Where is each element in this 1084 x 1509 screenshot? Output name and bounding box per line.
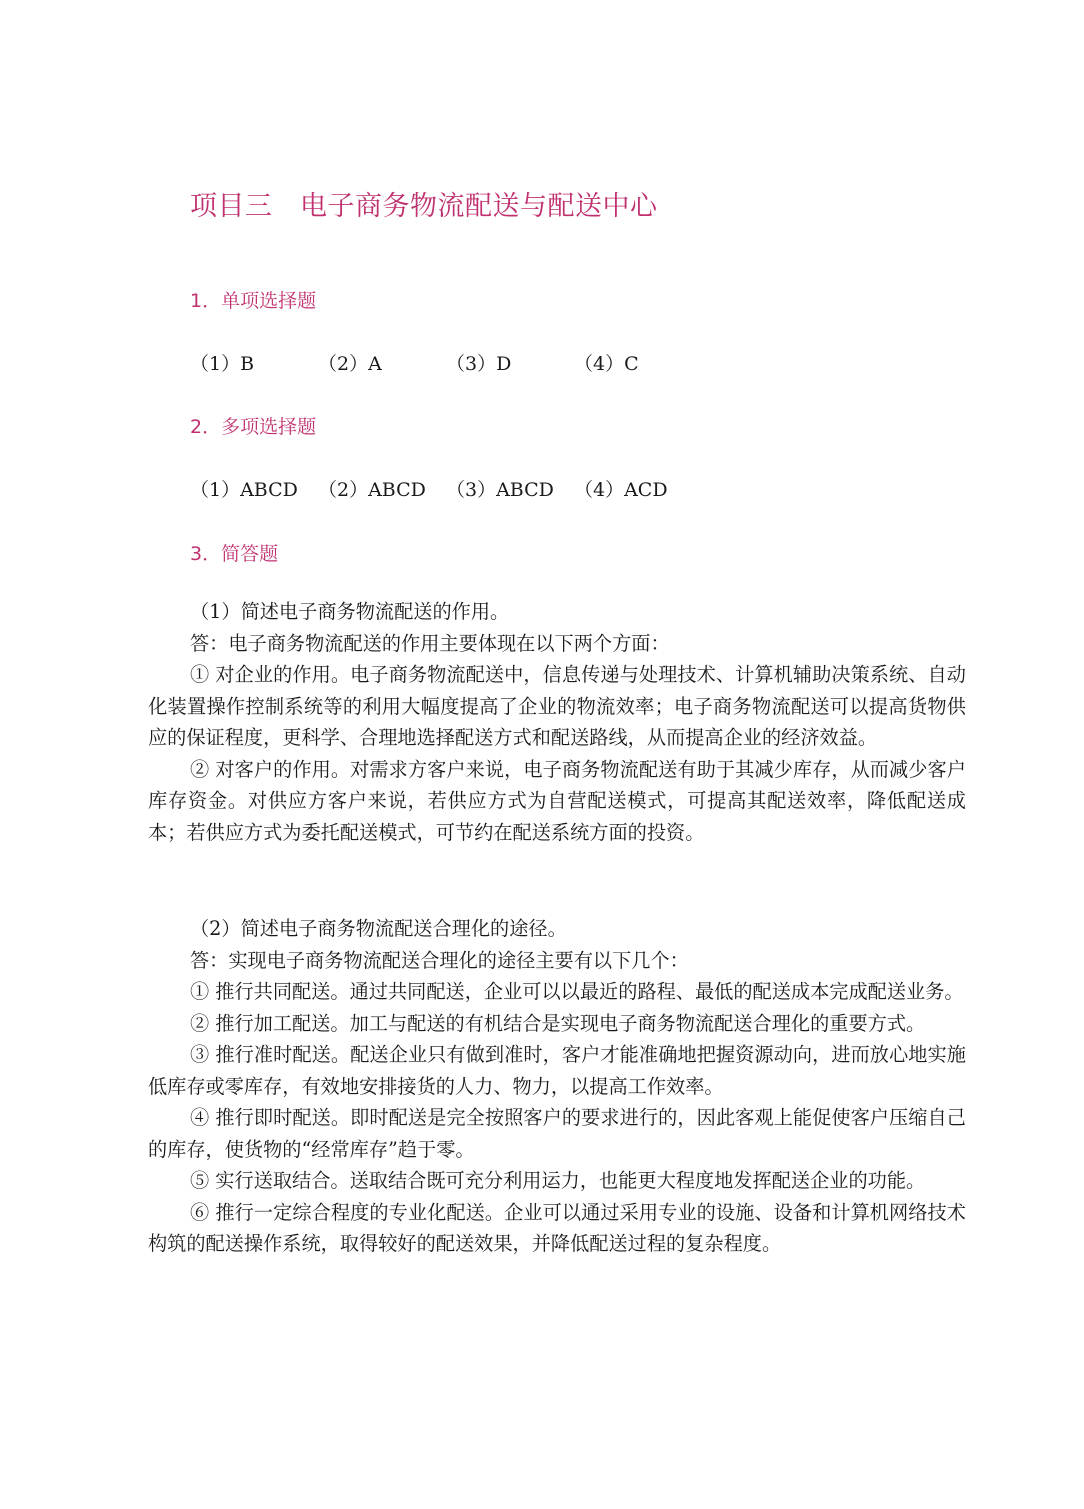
answer-2-point: ② 推行加工配送。加工与配送的有机结合是实现电子商务物流配送合理化的重要方式。: [190, 1011, 926, 1035]
answer-1-intro: 答：电子商务物流配送的作用主要体现在以下两个方面：: [190, 631, 670, 655]
answer-2-point: ① 推行共同配送。通过共同配送，企业可以以最近的路程、最低的配送成本完成配送业务。: [190, 980, 964, 1003]
heading-multiple-choice: 2．多项选择题: [190, 416, 317, 438]
answer-2-intro: 答：实现电子商务物流配送合理化的途径主要有以下几个：: [190, 948, 689, 972]
answer-item: （1）ABCD: [190, 479, 298, 501]
answer-item: （2）A: [318, 353, 382, 375]
heading-single-choice: 1．单项选择题: [190, 290, 317, 312]
question-1-block: [148, 596, 966, 848]
answer-item: （1）B: [190, 353, 255, 375]
answer-item: （2）ABCD: [318, 479, 426, 501]
question-1: （1）简述电子商务物流配送的作用。: [190, 600, 510, 623]
question-2-block: [148, 913, 966, 1260]
answer-2-point: ④ 推行即时配送。即时配送是完全按照客户的要求进行的，因此客观上能促使客户压缩自己的库存，使货物的“经常库存”趋于零。: [148, 1106, 966, 1161]
answer-item: （4）C: [574, 353, 639, 375]
answer-1-point: ② 对客户的作用。对需求方客户来说，电子商务物流配送有助于其减少库存，从而减少客户库存资金。对供应方客户来说，若供应方式为自营配送模式，可提高其配送效率，降低配送成本；若供应方式为委托配送模式，可节约在配送系统方面的投资。: [148, 757, 966, 844]
question-2: （2）简述电子商务物流配送合理化的途径。: [190, 917, 567, 940]
heading-short-answer: 3．简答题: [190, 543, 279, 565]
answer-item: （3）ABCD: [446, 479, 554, 501]
answer-item: （4）ACD: [574, 479, 668, 501]
answer-2-point: ③ 推行准时配送。配送企业只有做到准时，客户才能准确地把握资源动向，进而放心地实施低库存或零库存，有效地安排接货的人力、物力，以提高工作效率。: [148, 1043, 966, 1098]
answer-2-point: ⑥ 推行一定综合程度的专业化配送。企业可以通过采用专业的设施、设备和计算机网络技术构筑的配送操作系统，取得较好的配送效果，并降低配送过程的复杂程度。: [148, 1200, 966, 1255]
answer-1-point: ① 对企业的作用。电子商务物流配送中，信息传递与处理技术、计算机辅助决策系统、自动化装置操作控制系统等的利用大幅度提高了企业的物流效率；电子商务物流配送可以提高货物供应的保证程度，更科学、合理地选择配送方式和配送路线，从而提高企业的经济效益。: [148, 663, 966, 749]
chapter-title: 项目三 电子商务物流配送与配送中心: [190, 191, 658, 222]
answer-2-point: ⑤ 实行送取结合。送取结合既可充分利用运力，也能更大程度地发挥配送企业的功能。: [190, 1169, 926, 1192]
answer-item: （3）D: [446, 353, 512, 375]
